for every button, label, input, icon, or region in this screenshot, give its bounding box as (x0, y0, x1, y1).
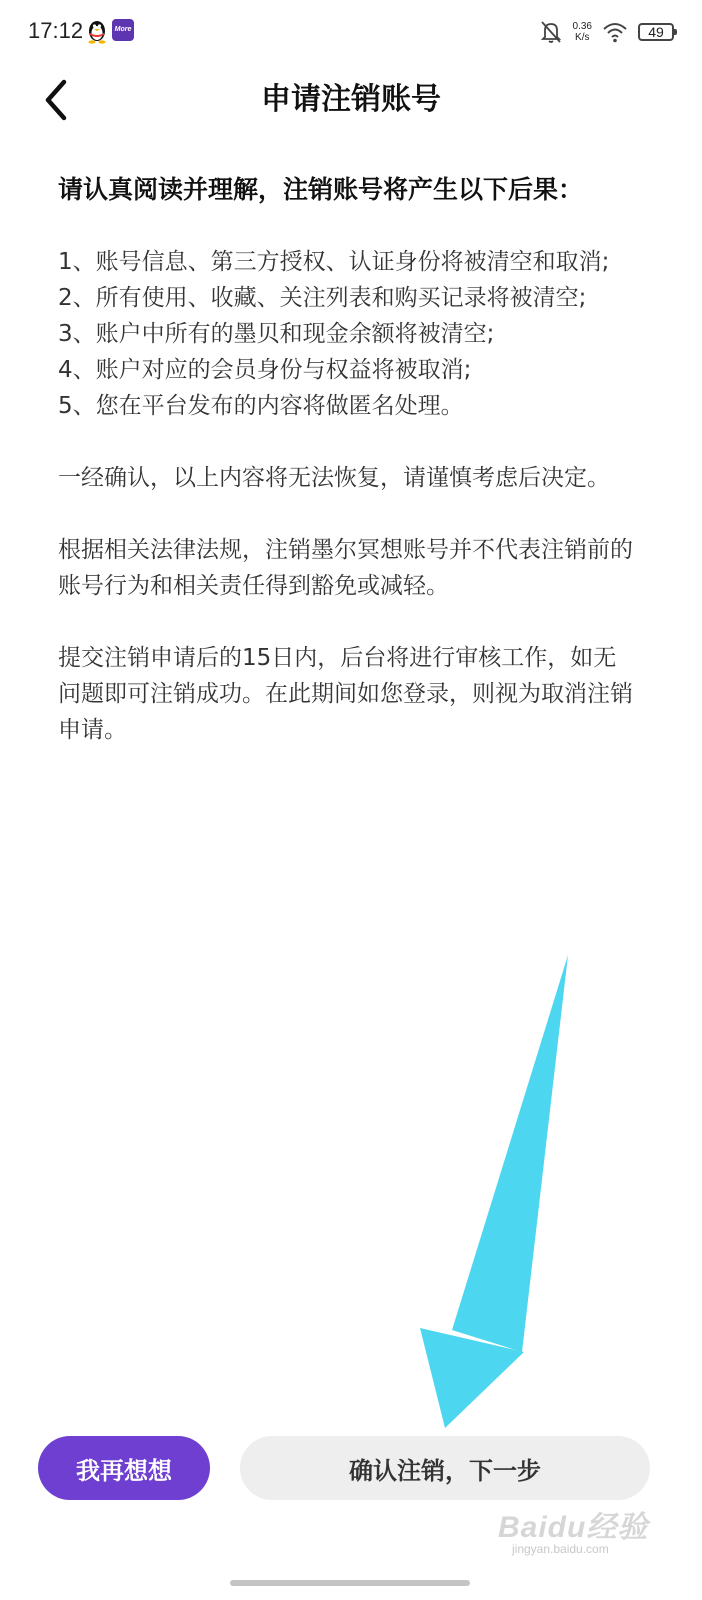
page-title: 申请注销账号 (261, 82, 441, 117)
cancellation-notice (58, 172, 638, 748)
consequence-item: 4、账户对应的会员身份与权益将被取消; (58, 357, 472, 383)
status-right-group (539, 14, 674, 50)
consequence-item: 2、所有使用、收藏、关注列表和购买记录将被清空; (58, 285, 587, 311)
watermark-url: jingyan.baidu.com (512, 1542, 609, 1556)
think-again-button[interactable]: 我再想想 (38, 1436, 210, 1500)
watermark-logo: Baidu经验 (498, 1511, 649, 1544)
consequence-item: 5、您在平台发布的内容将做匿名处理。 (58, 393, 464, 419)
watermark (498, 1502, 658, 1562)
bell-muted-icon (539, 19, 563, 45)
chevron-left-icon (40, 78, 70, 122)
notice-paragraph: 提交注销申请后的15日内，后台将进行审核工作，如无问题即可注销成功。在此期间如您登录，则视为取消注销申请。 (58, 645, 633, 743)
wifi-icon (602, 21, 628, 43)
confirm-cancel-next-button[interactable]: 确认注销，下一步 (240, 1436, 650, 1500)
back-button[interactable] (30, 74, 80, 126)
top-app-bar (0, 64, 702, 136)
notice-paragraph: 根据相关法律法规，注销墨尔冥想账号并不代表注销前的账号行为和相关责任得到豁免或减轻。 (58, 537, 633, 599)
consequence-list (58, 244, 638, 424)
network-speed-unit: K/s (575, 32, 590, 43)
home-indicator[interactable] (230, 1580, 470, 1586)
more-app-icon: More (112, 19, 134, 41)
status-time: 17:12 (28, 18, 84, 43)
notice-paragraph: 一经确认，以上内容将无法恢复，请谨慎考虑后决定。 (58, 465, 610, 491)
network-speed-value: 0.36 (572, 21, 592, 32)
qq-penguin-icon (86, 18, 108, 44)
consequence-item: 3、账户中所有的墨贝和现金余额将被清空; (58, 321, 495, 347)
battery-icon: 49 (638, 23, 674, 41)
notice-intro: 请认真阅读并理解，注销账号将产生以下后果： (58, 175, 584, 204)
network-speed (573, 21, 592, 43)
status-bar (0, 0, 702, 64)
consequence-item: 1、账号信息、第三方授权、认证身份将被清空和取消; (58, 249, 610, 275)
